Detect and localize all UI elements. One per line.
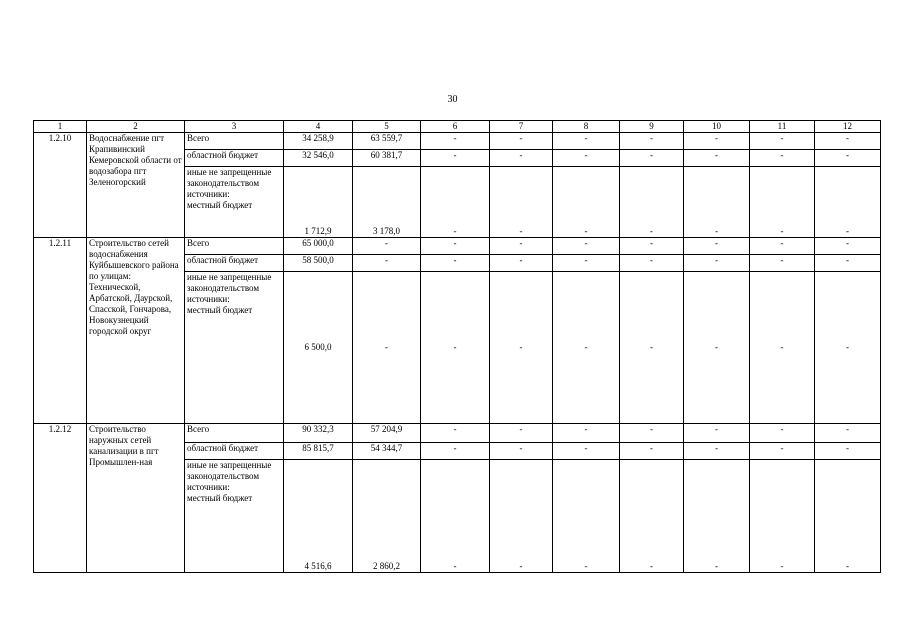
funding-source-label: Всего (187, 424, 210, 434)
value-col6: - (421, 167, 490, 238)
value-col12: - (815, 167, 881, 238)
funding-source (185, 167, 284, 238)
value-col6: - (421, 443, 490, 460)
value-col11: - (750, 443, 815, 460)
funding-source (185, 424, 284, 443)
value-col11: - (750, 167, 815, 238)
value-col5: - (353, 238, 421, 255)
value-col5: 57 204,9 (353, 424, 421, 443)
value-col10: - (684, 443, 750, 460)
value-col6: - (421, 150, 490, 167)
value-col10: - (684, 167, 750, 238)
item-name: Строительство сетей водоснабжения Куйбышевского района по улицам: Технической, Арбатской, Даурской, Спасской, Гончарова, Новокузнецкий городской округ (87, 238, 185, 424)
column-number: 3 (185, 121, 284, 133)
value-col11: - (750, 133, 815, 150)
item-code: 1.2.12 (34, 424, 87, 573)
value-col6: - (421, 460, 490, 573)
value-col8: - (553, 167, 620, 238)
funding-table (33, 120, 881, 573)
funding-source (185, 272, 284, 424)
value-col9: - (620, 255, 684, 272)
value-col4: 32 546,0 (284, 150, 353, 167)
funding-source (185, 150, 284, 167)
funding-source-label: областной бюджет (187, 255, 259, 265)
value-col8: - (553, 424, 620, 443)
value-col8: - (553, 255, 620, 272)
value-col11: - (750, 238, 815, 255)
value-col9: - (620, 424, 684, 443)
value-col9: - (620, 460, 684, 573)
value-col5: 54 344,7 (353, 443, 421, 460)
value-col4: 6 500,0 (284, 272, 353, 424)
column-number: 11 (750, 121, 815, 133)
column-number-row (34, 121, 881, 133)
funding-source-label: иные не запрещенные законодательством источники: (187, 272, 272, 304)
value-col5: 60 381,7 (353, 150, 421, 167)
value-col6: - (421, 424, 490, 443)
value-col4: 34 258,9 (284, 133, 353, 150)
value-col5: 3 178,0 (353, 167, 421, 238)
value-col8: - (553, 238, 620, 255)
value-col10: - (684, 133, 750, 150)
column-number: 5 (353, 121, 421, 133)
value-col6: - (421, 255, 490, 272)
value-col11: - (750, 255, 815, 272)
value-col9: - (620, 443, 684, 460)
table-row (34, 133, 881, 150)
value-col7: - (490, 460, 553, 573)
column-number: 1 (34, 121, 87, 133)
value-col6: - (421, 133, 490, 150)
value-col10: - (684, 460, 750, 573)
value-col4: 90 332,3 (284, 424, 353, 443)
item-name: Строительство наружных сетей канализации в пгт Промышлен-ная (87, 424, 185, 573)
value-col8: - (553, 150, 620, 167)
value-col7: - (490, 272, 553, 424)
value-col5: 63 559,7 (353, 133, 421, 150)
value-col9: - (620, 272, 684, 424)
value-col10: - (684, 150, 750, 167)
value-col8: - (553, 133, 620, 150)
column-number: 12 (815, 121, 881, 133)
value-col5: - (353, 272, 421, 424)
value-col7: - (490, 255, 553, 272)
value-col12: - (815, 443, 881, 460)
value-col9: - (620, 167, 684, 238)
value-col9: - (620, 150, 684, 167)
value-col4: 1 712,9 (284, 167, 353, 238)
value-col8: - (553, 460, 620, 573)
value-col7: - (490, 443, 553, 460)
value-col7: - (490, 150, 553, 167)
value-col10: - (684, 238, 750, 255)
funding-source (185, 238, 284, 255)
value-col11: - (750, 424, 815, 443)
value-col12: - (815, 238, 881, 255)
value-col8: - (553, 272, 620, 424)
item-code: 1.2.10 (34, 133, 87, 238)
value-col7: - (490, 424, 553, 443)
value-col8: - (553, 443, 620, 460)
value-col7: - (490, 133, 553, 150)
value-col12: - (815, 255, 881, 272)
funding-source (185, 443, 284, 460)
value-col9: - (620, 133, 684, 150)
value-col11: - (750, 150, 815, 167)
page-number: 30 (447, 94, 458, 105)
table-row (34, 238, 881, 255)
column-number: 10 (684, 121, 750, 133)
funding-source-label: иные не запрещенные законодательством источники: (187, 460, 272, 492)
column-number: 6 (421, 121, 490, 133)
value-col10: - (684, 255, 750, 272)
value-col11: - (750, 272, 815, 424)
column-number: 4 (284, 121, 353, 133)
value-col12: - (815, 133, 881, 150)
value-col10: - (684, 424, 750, 443)
item-name: Водоснабжение пгт Крапивинский Кемеровской области от водозабора пгт Зеленогорский (87, 133, 185, 238)
column-number: 7 (490, 121, 553, 133)
funding-source-label: Всего (187, 133, 210, 143)
funding-source-label: областной бюджет (187, 443, 259, 453)
column-number: 8 (553, 121, 620, 133)
value-col7: - (490, 167, 553, 238)
column-number: 2 (87, 121, 185, 133)
funding-source-label: областной бюджет (187, 150, 259, 160)
value-col12: - (815, 150, 881, 167)
funding-source (185, 255, 284, 272)
value-col4: 65 000,0 (284, 238, 353, 255)
value-col6: - (421, 238, 490, 255)
value-col12: - (815, 424, 881, 443)
funding-source-label: Всего (187, 238, 210, 248)
column-number: 9 (620, 121, 684, 133)
value-col10: - (684, 272, 750, 424)
value-col4: 85 815,7 (284, 443, 353, 460)
funding-source-sublabel: местный бюджет (187, 493, 253, 503)
table-row (34, 424, 881, 443)
value-col7: - (490, 238, 553, 255)
value-col9: - (620, 238, 684, 255)
value-col6: - (421, 272, 490, 424)
value-col12: - (815, 272, 881, 424)
value-col4: 58 500,0 (284, 255, 353, 272)
value-col4: 4 516,6 (284, 460, 353, 573)
funding-source-sublabel: местный бюджет (187, 305, 253, 315)
funding-source (185, 133, 284, 150)
value-col12: - (815, 460, 881, 573)
funding-source-sublabel: местный бюджет (187, 200, 253, 210)
item-code: 1.2.11 (34, 238, 87, 424)
value-col5: - (353, 255, 421, 272)
value-col11: - (750, 460, 815, 573)
funding-source (185, 460, 284, 573)
value-col5: 2 860,2 (353, 460, 421, 573)
funding-source-label: иные не запрещенные законодательством источники: (187, 167, 272, 199)
